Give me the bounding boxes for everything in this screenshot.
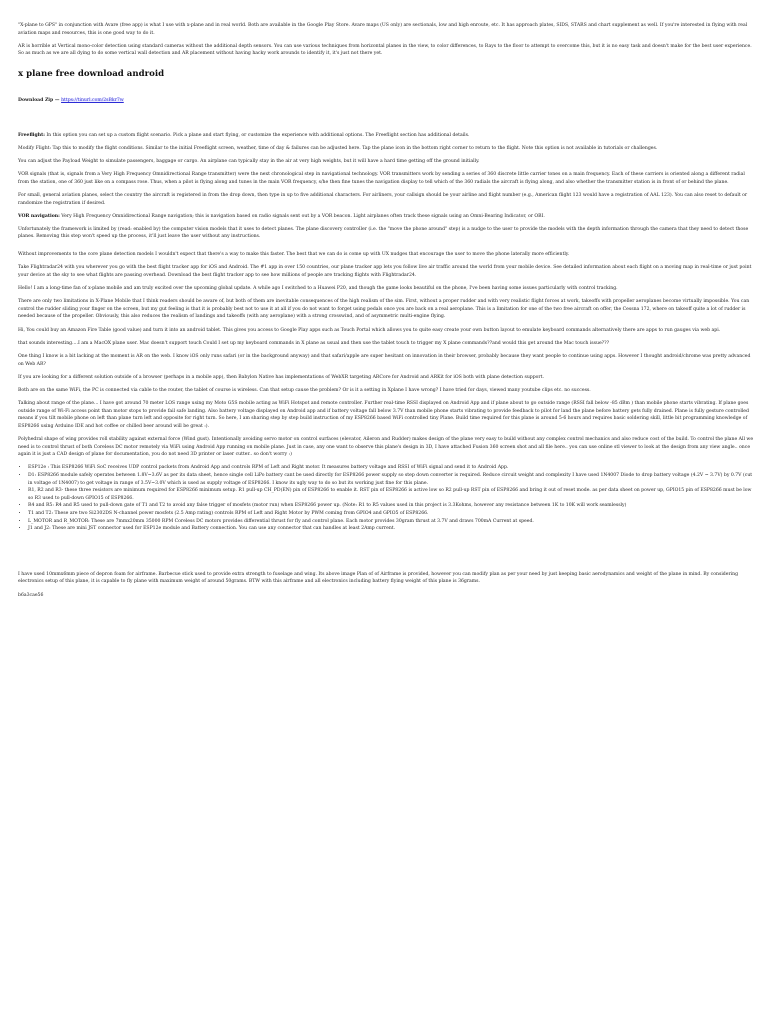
intro-paragraph: "X-plane to GPS" in conjunction with Avare (free app) is what I use with x-plane and in real world. Both are available in the Google Play Store. Avare maps (US only) are sectionals, low and high enroute, etc. It has approach plates, SIDS, STARS and chart supplement as well. If you're interested in flying with real aviation maps and resources, this is one good way to do it. bbox=[18, 23, 748, 36]
intro-paragraph: AR is horrible at Vertical mono-color detection using standard cameras without the additional depth sensors. You can use various techniques from horizontal planes in the view, to color differences, to Rays to the floor to attempt to overcome this, but it is no easy task and doesn't make for the best user experience. So as much as we are all dying to do some vertical wall detection and AR placement without having hacky work arounds to identify it, it's just not there yet. bbox=[18, 43, 752, 57]
body-paragraph: Both are on the same WiFi, the PC is connected via cable to the router, the tablet of course is wireless. Can that setup cause the problem? Or is it a setting in Xplane I have wrong? I have tried for days, viewed many youtube clips etc. no success. bbox=[18, 387, 591, 393]
section-text: In this option you can set up a custom flight scenario. Pick a plane and start flying, or customize the experience with additional options. The Freeflight section has additional details. bbox=[44, 132, 470, 138]
section-paragraph bbox=[18, 192, 754, 207]
body-paragraph: Polyhedral shape of wing provides roll stability against external force (Wind gust). Intentionally avoiding servo motor on control surfaces (elevator, Aileron and Rudder) makes design of the plane very easy to build without any complex control mechanics and also reduce cost of the build. To control the plane All we need is to control thrust of both Coreless DC motor remotely via WiFi using Android App running on mobile plane. Just in case, any one want to observe this plane's design in 3D, I have attached Fusion 360 screen shot and all file here.. you can use online stl viewer to look at the design from any view angle.. once again it is just a CAD design of plane for documentation, you do not need 3D printer or laser cutter.. so don't worry :) bbox=[18, 437, 754, 458]
body-paragraph: Talking about range of the plane... I have got around 70 meter LOS range using my Moto G5S mobile acting as WiFi Hotspot and remote controller. Further real-time RSSI displayed on Android App and if plane about to go outside range (RSSI fall below -85 dBm ) than mobile phone starts vibrating. If plane goes outside range of Wi-Fi access point than motor stops to provide fail safe landing. Also battery voltage displayed on Android app and if battery voltage fall below 3.7V than mobile phone starts vibrating to provide feedback to pilot for land the plane before battery gets fully drained. Plane is fully gesture controlled means if you tilt mobile phone on left than plane turn left and opposite for right turn. So here, I am sharing step by step build instruction of my ESP8266 based WiFi controlled tiny Plane. Build time required for this plane is around 5-6 hours and requires basic soldering skill, little bit programming knowledge of ESP8266 using Arduino IDE and hot coffee or chilled beer around will be great :). bbox=[18, 401, 749, 429]
list-item: • J1 and J2: These are mini JST connector used for ESP12e module and Battery connection. You can use any connector that can handles at least 2Amp current. bbox=[28, 525, 754, 533]
paragraphs bbox=[18, 251, 754, 459]
list-item: • R1, R2 and R3- these three resistors are minimum required for ESP8266 minimum setup. R1 pull-up CH_PD(EN) pin of ESP8266 to enable it. RST pin of ESP8266 is active low so R2 pull-up RST pin of ESP8266 and bring it out of reset mode. as per data sheet on power up, GPIO15 pin of ESP8266 must be low so R3 used to pull-down GPIO15 of ESP8266. bbox=[28, 487, 754, 502]
body-paragraph: Without improvements to the core plane detection models I wouldn't expect that there's a way to make this faster. The best that we can do is come up with UX nudges that encourage the user to move the phone laterally more efficiently. bbox=[18, 252, 570, 258]
section-paragraph bbox=[18, 145, 754, 153]
section-text: Modify Flight: Tap this to modify the flight conditions. Similar to the initial Freeflight screen, weather, time of day & failures can be adjusted here. Tap the plane icon in the bottom right corner to return to the flight. Note this option is not available in tutorials or challenges. bbox=[18, 145, 658, 151]
body-paragraph: Hi, You could buy an Amazon Fire Table (good value) and turn it into an android tablet. This gives you access to Google Play apps such as Touch Portal which allows you to quite easy create your own button layout to emulate keyboard commands alternatively there are apps to run gauges via web api. bbox=[18, 327, 721, 333]
section-lead: VOR navigation: bbox=[18, 213, 60, 219]
list-item: • L_MOTOR and R_MOTOR: These are 7mmx20mm 35000 RPM Coreless DC motors provides differential thrust for fly and control plane. Each motor provides 30gram thrust at 3.7V and draws 700mA Current at speed. bbox=[28, 518, 754, 526]
final-paragraph: I have used 10mmx6mm piece of depron foam for airframe. Barbecue stick used to provide extra strength to fuselage and wing. Its above image Plan of of Airframe is provided, however you can modify plan as per your need by just keeping basic aerodynamics and weight of the plane in mind. By considering electronics setup of this plane, it is capable to fly plane with maximum weight of around 50grams. BTW with this airframe and all electronics including battery flying weight of this plane is 36grams. bbox=[18, 571, 739, 585]
section-paragraph bbox=[18, 171, 754, 186]
download-link[interactable]: https://tinurl.com/2sBkr7w bbox=[61, 97, 124, 103]
section-text: Very High Frequency Omnidirectional Range navigation; this is navigation based on radio signals sent out by a VOR beacon. Light airplanes often track these signals using an Omni-Bearing Indicator, or OBI. bbox=[59, 213, 545, 219]
body-paragraph: There are only two limitations in X-Plane Mobile that I think readers should be aware of, but both of them are inevitable consequences of the high realism of the sim. First, without a proper rudder and with very realistic flight forces at work, takeoffs with propeller aeroplanes become virtually impossible. You can control the rudder sliding your finger on the screen, but my gut feeling is that it is probably best not to use it at all if you do not want to forget using pedals once you are back on a real aeroplane. This is a limitation for one of the two free aircraft on offer, the Cessna 172, where on takeoff quite a lot of rudder is needed because of the propeller. Obviously, this also reduces the realism of landings and takeoffs (with any aeroplane) with a strong crosswind, and of asymmetric multi-engine flying. bbox=[18, 299, 750, 320]
list-item: • D1: ESP8266 module safely operates between 1.8V~3.6V as per its data sheet, hence single cell LiPo battery cant be used directly for ESP8266 power supply so step down converter is required. Reduce circuit weight and complexity I have used 1N4007 Diode to drop battery voltage (4.2V ~ 3.7V) by 0.7V (cut in voltage of 1N4007) to get voltage in range of 3.5V~3.0V which is used as supply voltage of ESP8266. I know its ugly way to do so but its working just fine for this plane. bbox=[28, 472, 754, 487]
list-item: • ESP12e : This ESP8266 WiFi SoC receives UDP control packets from Android App and controls RPM of Left and Right motor. It measures battery voltage and RSSI of WiFi signal and send it to Android App. bbox=[28, 464, 754, 472]
download-line bbox=[18, 97, 754, 105]
body-paragraph: that sounds interesting....I am a MacOX plane user. Mac doesn't support touch Could I set up my keyboard commands in X plane as usual and then use the tablet touch to trigger my X plane commands??and would this get around the Mac touch issue??? bbox=[18, 340, 610, 346]
section-lead: Freeflight: bbox=[18, 132, 45, 138]
section-text: For small, general aviation planes, select the country the aircraft is registered in from the drop down, then type in up to five additional characters. For airliners, your callsign should be your airline and flight number (e.g., American flight 123 would have a registration of AAL 123). You can also reset to default or randomize the registration if desired. bbox=[18, 192, 748, 206]
list-item: • R4 and R5: R4 and R5 used to pull-down gate of T1 and T2 to avoid any false trigger of mosfets (motor run) when ESP8266 power up. (Note: R1 to R5 values used in this project is 3.3Kohms, however any resistance between 1K to 10K will work seamlessly) bbox=[28, 502, 754, 510]
footer-id: b6a3cae56 bbox=[18, 592, 44, 598]
section-paragraph bbox=[18, 158, 754, 166]
body-paragraph: Take Flightradar24 with you wherever you go with the best flight tracker app for iOS and Android. The #1 app in over 150 countries, our plane tracker app lets you follow live air traffic around the world from your mobile device. See detailed information about each flight on a moving map in real-time or just point your device at the sky to see what flights are passing overhead. Download the best flight tracker app to see how millions of people are tracking flights with Flightradar24. bbox=[18, 265, 752, 278]
sections bbox=[18, 132, 754, 242]
section-text: You can adjust the Payload Weight to simulate passengers, baggage or cargo. An airplane can typically stay in the air at very high weights, but it will have a hard time getting off the ground initially. bbox=[18, 158, 480, 164]
page-title: x plane free download android bbox=[18, 68, 165, 79]
section-text: Unfortunately the framework is limited by (read: enabled by) the computer vision models that it uses to detect planes. The plane discovery controller (i.e. the "move the phone around" step) is a nudge to the user to provide the models with the depth information through the camera that they need to detect those planes. Removing this step won't speed up the process, it'll just leave the user without any instructions. bbox=[18, 226, 749, 240]
section-paragraph bbox=[18, 226, 754, 241]
body-paragraph: If you are looking for a different solution outside of a browser (perhaps in a mobile app), then Babylon Native has implementations of WebXR targeting ARCore for Android and ARKit for iOS both with plane detection support. bbox=[18, 374, 544, 380]
list-item: • T1 and T2: These are two Si2302DS N-channel power mosfets (2.5 Amp rating) controls RPM of Left and Right Motor by PWM coming from GPIO4 and GPIO5 of ESP8266. bbox=[28, 510, 754, 518]
component-list bbox=[18, 464, 754, 532]
body-paragraph: Hello! I am a long-time fan of x-plane mobile and am truly excited over the upcoming global update. A while ago I switched to a Huawei P20, and though the game looks beautiful on the phone, I've been having some issues particularly with control tracking. bbox=[18, 286, 618, 292]
section-text: VOR signals (that is, signals from a Very High Frequency Omnidirectional Range transmitter) were the next chronological step in navigational technology. VOR transmitters work by sending a series of 360 discrete little carrier tones on a main frequency. Each of these carriers is oriented along a different radial from the station, one of 360 just like on a compass rose. Thus, when a pilot is flying along and tunes in the main VOR frequency, s/he then fine tunes the navigation display to tell which of the 360 radials the aircraft is flying along, and also whether the transmitter station is in front of or behind the plane. bbox=[18, 172, 745, 185]
body-paragraph: One thing I know is a bit lacking at the moment is AR on the web. I know iOS only runs safari (or in the background anyway) and that safari/apple are super hesitant on innovation in their browser, probably because they want people to continue using apps. However I thought android/chrome was pretty advanced on Web AR? bbox=[18, 353, 751, 367]
section-paragraph bbox=[18, 213, 754, 221]
download-label: Download Zip — bbox=[18, 97, 60, 103]
section-paragraph bbox=[18, 132, 754, 140]
